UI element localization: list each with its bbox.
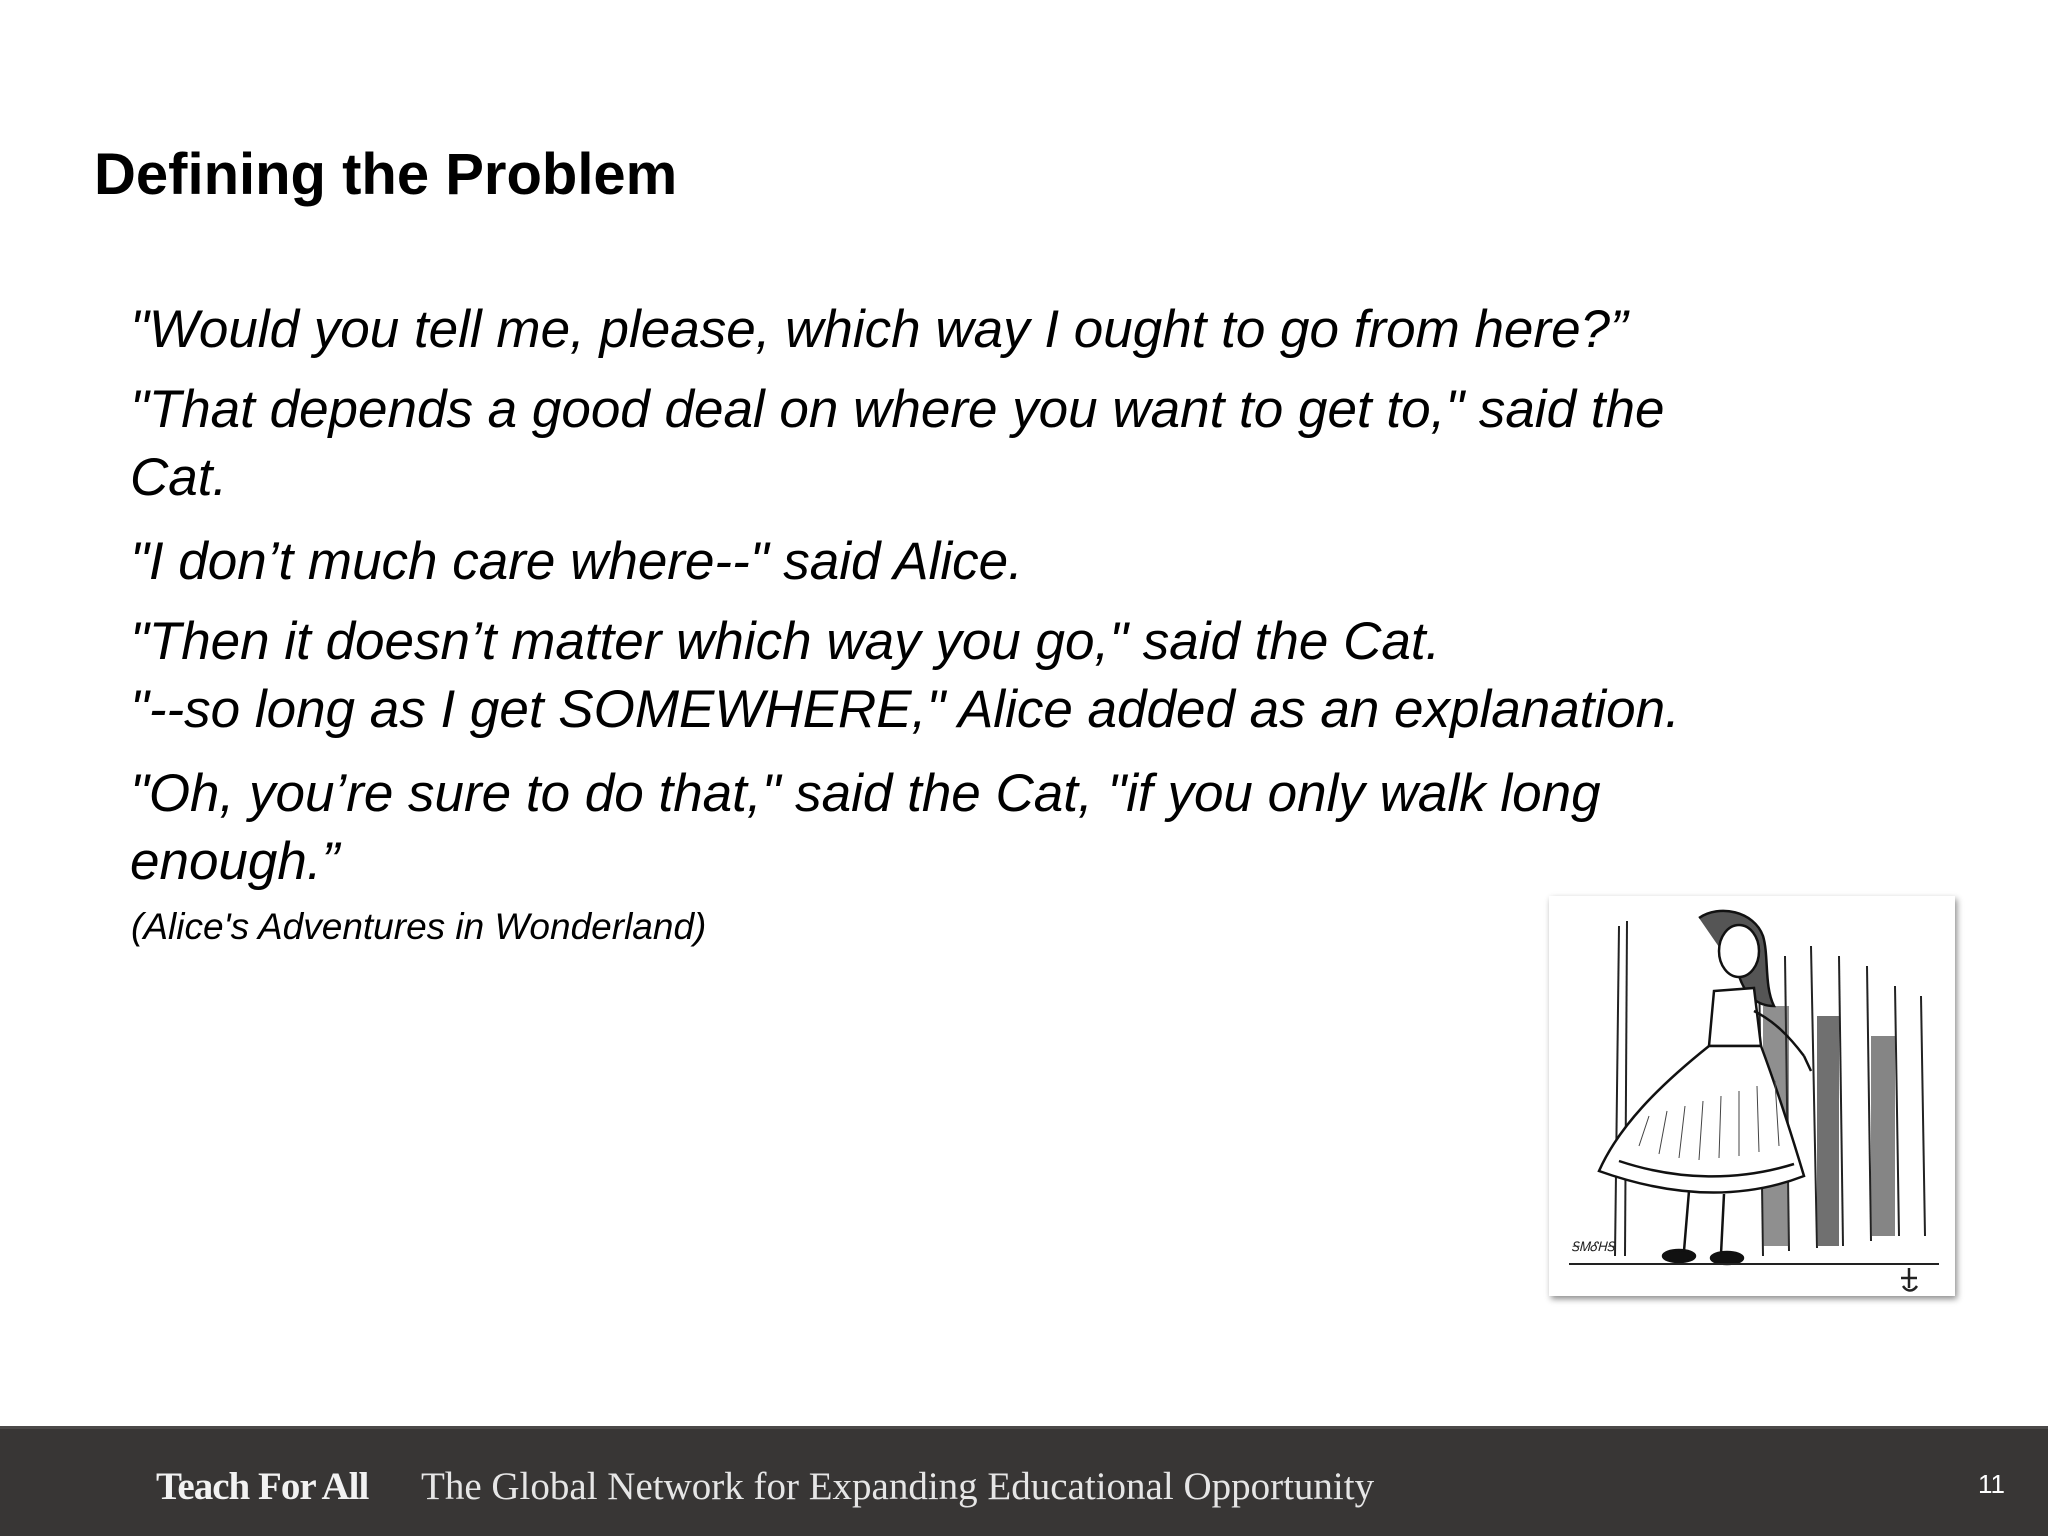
brand-logo: Teach For All bbox=[156, 1465, 369, 1508]
quote-line: enough.” bbox=[130, 832, 340, 891]
illustration-signature: ᎦᎷᎴᎻᎦ bbox=[1571, 1240, 1615, 1255]
quote-line: "Would you tell me, please, which way I ought to go from here?” bbox=[130, 300, 1628, 359]
quote-line: "Oh, you’re sure to do that," said the Cat, "if you only walk long bbox=[130, 764, 1601, 823]
quote-source: (Alice's Adventures in Wonderland) bbox=[131, 906, 707, 947]
engraver-mark-icon bbox=[1901, 1268, 1917, 1291]
brand-tagline: The Global Network for Expanding Educational Opportunity bbox=[421, 1465, 1375, 1508]
quote-line: "Then it doesn’t matter which way you go," said the Cat. bbox=[130, 612, 1441, 671]
quote-line: "I don’t much care where--" said Alice. bbox=[130, 532, 1023, 591]
slide-title: Defining the Problem bbox=[94, 142, 678, 207]
quote-line: "That depends a good deal on where you want to get to," said the bbox=[130, 380, 1665, 439]
page-number: 11 bbox=[1978, 1469, 2005, 1499]
quote-line: "--so long as I get SOMEWHERE," Alice added as an explanation. bbox=[130, 680, 1680, 739]
quote-line: Cat. bbox=[130, 448, 228, 507]
footer-bar bbox=[0, 1426, 2048, 1536]
alice-illustration bbox=[1549, 896, 1955, 1296]
